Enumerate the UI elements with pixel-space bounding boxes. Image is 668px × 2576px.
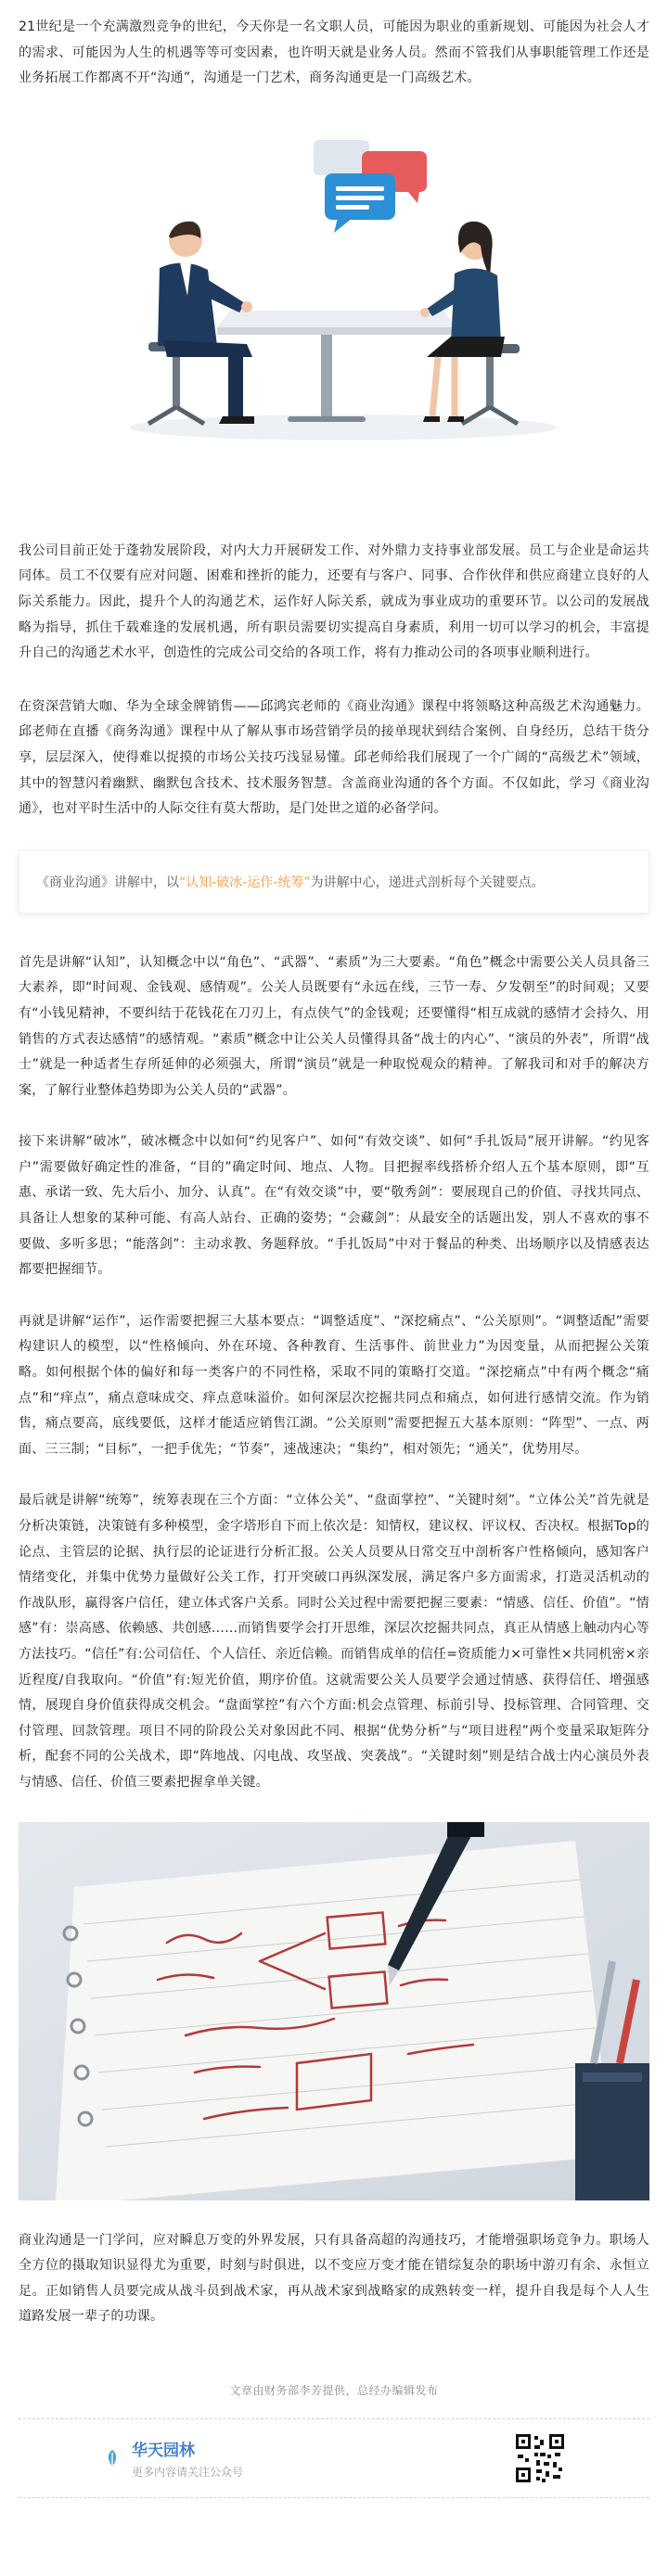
intro-paragraph: 21世纪是一个充满激烈竞争的世纪，今天你是一名文职人员，可能因为职业的重新规划、可能因为社会人才的需求、可能因为人生的机遇等等可变因素，也许明天就是业务人员。然而不管我们从事职能管理工作还是业务拓展工作都离不开“沟通”，沟通是一门艺术，商务沟通更是一门高级艺术。	[19, 19, 649, 86]
table-icon	[217, 311, 456, 422]
notebook-icon	[56, 1841, 612, 2200]
qr-code-icon[interactable]	[514, 2432, 566, 2484]
business-meeting-illustration	[19, 114, 649, 485]
company-paragraph: 我公司目前正处于蓬勃发展阶段，对内大力开展研发工作、对外鼎力支持事业部发展。员工与企业是命运共同体。员工不仅要有应对问题、困难和挫折的能力，还要有与客户、同事、合作伙伴和供应商建立良好的人际关系能力。因此，提升个人的沟通艺术，运作好人际关系，就成为事业成功的重要环节。以公司的发展战略为指导，抓住千载难逢的发展机遇，所有职员需要切实提高自身素质，利用一切可以学习的机会，丰富提升自己的沟通艺术水平，创造性的完成公司交给的各项工作，将有力推动公司的各项事业顺利进行。	[19, 542, 649, 661]
footer	[19, 2419, 649, 2498]
course-paragraph: 在资深营销大咖、华为全球金牌销售——邱鸿宾老师的《商业沟通》课程中将领略这种高级艺术沟通魅力。邱老师在直播《商务沟通》课程中从了解从事市场营销学员的接单现状到结合案例、自身经历，总结干货分享，层层深入，使得难以捉摸的市场公关技巧浅显易懂。邱老师给我们展现了一个广阔的“高级艺术”领域，其中的智慧闪着幽默、幽默包含技术、技术服务智慧。含盖商业沟通的各个方面。不仅如此，学习《商业沟通》，也对平时生活中的人际交往有莫大帮助，是门处世之道的必备学问。	[19, 698, 649, 817]
conclusion-paragraph: 商业沟通是一门学问，应对瞬息万变的外界发展，只有具备高超的沟通技巧，才能增强职场竞争力。职场人全方位的摄取知识显得尤为重要，时刻与时俱进，以不变应万变才能在错综复杂的职场中游刃有余、永恒立足。正如销售人员要完成从战斗员到战术家，再从战术家到战略家的成熟转变一样，提升自我是每个人人生道路发展一辈子的功课。	[19, 2232, 649, 2325]
leaf-logo-icon	[102, 2448, 122, 2468]
source-note: 文章由财务部李芳提供，总经办编辑发布	[229, 2383, 439, 2397]
breaking-ice-paragraph: 接下来讲解“破冰”，破冰概念中以如何“约见客户”、如何“有效交谈”、如何“手扎饭局”展开讲解。“约见客户”需要做好确定性的准备，“目的”确定时间、地点、人物。目把握率线搭桥介绍人五个基本原则，即“互惠、承诺一致、先大后小、加分、认真”。在“有效交谈”中，要“敬秀剑”：要展现自己的价值、寻找共同点、具备让人想象的某种可能、有高人站台、正确的姿势；“会藏剑”：从最安全的话题出发，别人不喜欢的事不要做、多听多思；“能落剑”：主动求教、务题释放。“手扎饭局”中对于餐品的种类、出场顺序以及情感表达都要把握细节。	[19, 1134, 649, 1278]
coordination-paragraph: 最后就是讲解“统筹”，统筹表现在三个方面：“立体公关”、“盘面掌控”、“关键时刻”。“立体公关”首先就是分析决策链，决策链有多种模型，金字塔形自下而上依次是：知情权，建议权、评议权、否决权。根据Top的论点、主管层的论据、执行层的论证进行分析汇报。公关人员要从日常交互中剖析客户性格倾向，感知客户情绪变化，并集中优势力量做好公关工作，打开突破口再纵深发展，满足客户多方面需求，打造灵活机动的作战队形，赢得客户信任，建立体式客户关系。同时公关过程中需要把握三要素：“情感、信任、价值”。“情感”有：崇高感、依赖感、共创感……而销售要学会打开思维，深层次挖掘共同点，真正从情感上触动内心等方法技巧。“信任”有:公司信任、个人信任、亲近信赖。而销售成单的信任=资质能力×可靠性×共同机密×亲近程度/自我取向。“价值”有:短光价值，期序价值。这就需要公关人员要学会通过情感、获得信任、增强感情，展现自身价值获得成交机会。“盘面掌控”有六个方面:机会点管理、标前引导、投标管理、合同管理、交付管理、回款管理。项目不同的阶段公关对象因此不同、根据“优势分析”与“项目进程”两个变量采取矩阵分析，配套不同的公关战术，即“阵地战、闪电战、攻坚战、突袭战”。“关键时刻”则是结合战士内心演员外表与情感、信任、价值三要素把握拿单关键。	[19, 1493, 649, 1790]
operation-paragraph: 再就是讲解“运作”，运作需要把握三大基本要点：“调整适度”、“深挖痛点”、“公关原则”。“调整适配”需要构建识人的模型，以“性格倾向、外在环境、各种教育、生活事件、前世业力”为因变量，从而把握公关策略。如何根据个体的偏好和每一类客户的不同性格，采取不同的策略打交道。“深挖痛点”中有两个概念“痛点”和“痒点”，痛点意味成交、痒点意味溢价。如何深层次挖掘共同点和痛点，如何进行感情交流。作为销售，痛点要高，底线要低，这样才能适应销售江湖。“公关原则”需要把握五大基本原则：“阵型”、一点、两面、三三制；“目标”，一把手优先；“节奏”，速战速决；“集约”，相对领先；“通关”，优势用尽。	[19, 1313, 649, 1457]
quote-suffix: 为讲解中心，递进式剖析每个关键要点。	[310, 874, 545, 890]
brand	[19, 2437, 243, 2480]
brand-name: 华天园林	[132, 2441, 195, 2460]
cognition-paragraph: 首先是讲解“认知”，认知概念中以“角色”、“武器”、“素质”为三大要素。“角色”概念中需要公关人员具备三大素养，即“时间观、金钱观、感情观”。公关人员既要有“永远在线，三节一寿、夕发朝至”的时间观；又要有“小钱见精神，不要纠结于花钱花在刀刃上，有点侠气”的金钱观；还要懂得“相互成就的感情才会持久、用销售的方式表达感情”的感情观。“素质”概念中让公关人员懂得具备“战士的内心”、“演员的外表”，所谓“战士”就是一种适者生存所延伸的必须强大，所谓“演员”就是一种取悦观众的精神。了解我司和对手的解决方案，了解行业整体趋势即为公关人员的“武器”。	[19, 954, 649, 1098]
quote-prefix: 《商业沟通》讲解中，以	[36, 874, 179, 890]
key-points-quote	[19, 850, 649, 913]
quote-highlight: “认知-破冰-运作-统筹”	[179, 874, 311, 890]
speech-bubbles-icon	[314, 140, 427, 233]
brand-subtitle: 更多内容请关注公众号	[132, 2465, 244, 2479]
notebook-planning-photo	[19, 1822, 649, 2200]
